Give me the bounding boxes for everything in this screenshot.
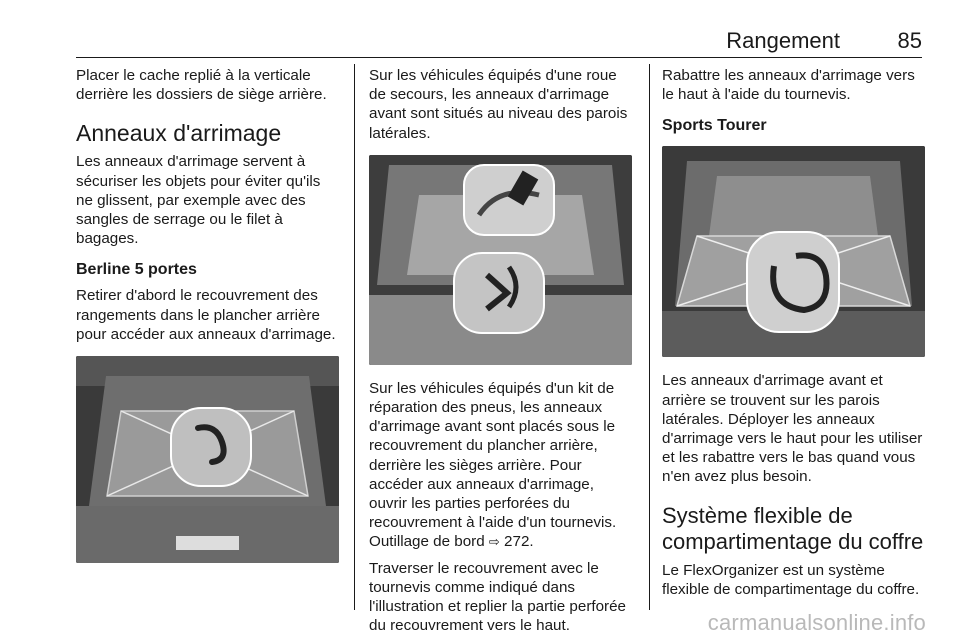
spare-wheel-illustration xyxy=(369,155,632,365)
flexorganizer-paragraph: Le FlexOrganizer est un système flexible de compartimentage du coffre. xyxy=(662,561,920,598)
hatchback-trunk-illustration xyxy=(76,356,339,563)
column-1 xyxy=(76,66,339,577)
subheading-sports-tourer: Sports Tourer xyxy=(662,117,767,135)
page-number: 85 xyxy=(897,28,922,53)
sports-tourer-paragraph: Les anneaux d'arrimage avant et arrière se trouvent sur les parois latérales. Déployer les anneaux d'arrimage vers le haut pour les utiliser et les rabattre vers le bas quand vous n'en avez plus besoin. xyxy=(662,372,923,486)
column-2 xyxy=(369,66,632,641)
sports-tourer-illustration xyxy=(662,146,925,357)
section-heading-flexorganizer: Système flexible de compartimentage du coffre xyxy=(662,502,924,554)
column-3 xyxy=(662,66,925,605)
tie-down-description: Les anneaux d'arrimage servent à sécuriser les objets pour éviter qu'ils ne glissent, par exemple avec des sangles de serrage ou le filet à bagages. xyxy=(76,153,321,248)
fold-up-paragraph: Rabattre les anneaux d'arrimage vers le haut à l'aide du tournevis. xyxy=(662,67,915,104)
spare-wheel-paragraph: Sur les véhicules équipés d'une roue de secours, les anneaux d'arrimage avant sont situés au niveau des parois latérales. xyxy=(369,67,628,142)
subheading-hatchback: Berline 5 portes xyxy=(76,261,197,279)
page-header-title: Rangement xyxy=(726,28,840,53)
page-reference-arrow-icon: ⇨ xyxy=(488,535,500,551)
screwdriver-paragraph: Traverser le recouvrement avec le tournevis comme indiqué dans l'illustration et replier la partie perforée du recouvrement vers le haut. xyxy=(369,559,626,635)
header-rule xyxy=(76,57,922,58)
intro-paragraph: Placer le cache replié à la verticale derrière les dossiers de siège arrière. xyxy=(76,67,327,104)
section-heading-tie-down: Anneaux d'arrimage xyxy=(76,120,282,147)
column-divider-2 xyxy=(649,64,650,610)
watermark: carmanualsonline.info xyxy=(707,610,926,635)
page-reference-link[interactable]: 272. xyxy=(504,533,534,551)
repair-kit-paragraph xyxy=(369,379,632,553)
column-divider-1 xyxy=(354,64,355,610)
hatchback-instructions: Retirer d'abord le recouvrement des rangements dans le plancher arrière pour accéder aux anneaux d'arrimage. xyxy=(76,287,336,343)
repair-kit-text: Sur les véhicules équipés d'un kit de réparation des pneus, les anneaux d'arrimage avant sont placés sous le recouvrement du plancher arrière, derrière les sièges arrière. Pour accéder aux anneaux d'arrimage, ouvrir les parties perforées du recouvrement à l'aide d'un tournevis. Outillage de bord xyxy=(369,379,617,551)
